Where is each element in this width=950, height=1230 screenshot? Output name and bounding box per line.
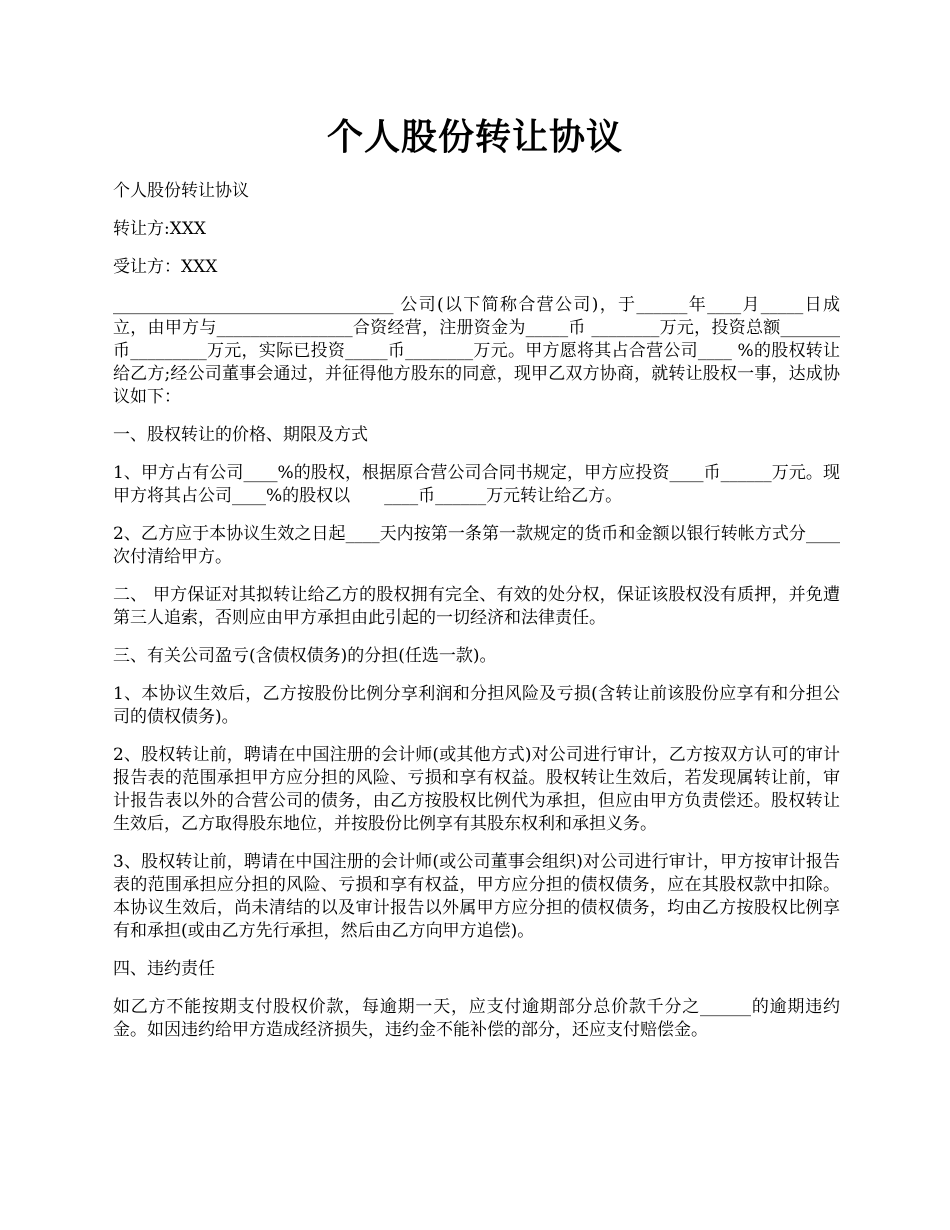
section-heading-price: 一、股权转让的价格、期限及方式 [113,425,368,445]
clause-3-1: 1、本协议生效后，乙方按股份比例分享利润和分担风险及亏损(含转让前该股份应享有和分担公司的债权债务)。 [113,684,840,727]
paragraph-subtitle: 个人股份转让协议 [113,181,249,201]
document-title: 个人股份转让协议 [326,116,623,158]
clause-1-1: 1、甲方占有公司____%的股权，根据原合营公司合同书规定，甲方应投资____币______万元。现甲方将其占公司____%的股权以 ____币______万元转让给乙方。 [113,463,840,506]
paragraph-transferor: 转让方:XXX [113,219,207,239]
paragraph-preamble: _________________________________ 公司(以下简称合营公司)，于______年____月_____日成立，由甲方与________________合资经营，注册资金为_____币 ________万元，投资总额_______币_________万元，实际已投资_____币________万元。甲方愿将其占合营公司____ %的股权转让给乙方;经公司董事会通过，并征得他方股东的同意，现甲乙双方协商，就转让股权一事，达成协议如下： [113,295,840,407]
section-heading-profit-loss: 三、有关公司盈亏(含债权债务)的分担(任选一款)。 [113,646,497,666]
clause-3-2: 2、股权转让前，聘请在中国注册的会计师(或其他方式)对公司进行审计，乙方按双方认可的审计报告表的范围承担甲方应分担的风险、亏损和享有权益。股权转让生效后，若发现属转让前，审计报告表以外的合营公司的债务，由乙方按股权比例代为承担，但应由甲方负责偿还。股权转让生效后，乙方取得股东地位，并按股份比例享有其股东权利和承担义务。 [113,745,840,834]
paragraph-transferee: 受让方：XXX [113,257,218,277]
clause-4-body: 如乙方不能按期支付股权价款，每逾期一天，应支付逾期部分总价款千分之______的逾期违约金。如因违约给甲方造成经济损失，违约金不能补偿的部分，还应支付赔偿金。 [113,997,840,1040]
clause-1-2: 2、乙方应于本协议生效之日起____天内按第一条第一款规定的货币和金额以银行转帐方式分____次付清给甲方。 [113,524,840,567]
document-body [113,180,840,1057]
clause-3-3: 3、股权转让前，聘请在中国注册的会计师(或公司董事会组织)对公司进行审计，甲方按审计报告表的范围承担应分担的风险、亏损和享有权益，甲方应分担的债权债务，应在其股权款中扣除。本协议生效后，尚未清结的以及审计报告以外属甲方应分担的债权债务，均由乙方按股权比例享有和承担(或由乙方先行承担，然后由乙方向甲方追偿)。 [113,852,840,941]
section-warranty: 二、 甲方保证对其拟转让给乙方的股权拥有完全、有效的处分权，保证该股权没有质押，并免遭第三人追索，否则应由甲方承担由此引起的一切经济和法律责任。 [113,585,840,628]
section-heading-liability: 四、违约责任 [113,959,215,979]
